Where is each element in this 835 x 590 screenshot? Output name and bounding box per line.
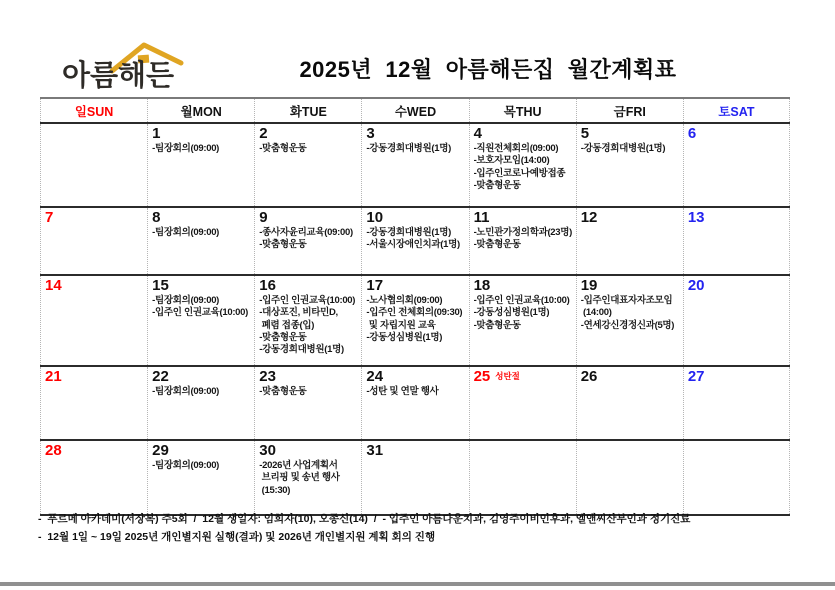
calendar-cell: [361, 367, 468, 439]
calendar-cell: [254, 124, 361, 206]
event-line: -서울시장애인치과(1명): [366, 239, 460, 251]
day-number: 17: [366, 277, 384, 294]
day-number: 25: [473, 368, 491, 385]
event-line: -종사자윤리교육(09:00): [259, 227, 353, 238]
day-number: 23: [259, 368, 276, 385]
event-line: -직원전체회의(09:00): [473, 143, 559, 154]
day-number: 21: [45, 368, 62, 385]
event-line: 브리핑 및 송년 행사: [259, 472, 340, 484]
calendar-cell: [576, 276, 683, 365]
calendar-cell: [361, 276, 468, 365]
calendar-cell: [469, 124, 576, 206]
footer-note-line: - 푸르메 아카데미(서장복) 주5회 / 12월 생일자: 임희자(10), 오종신(14) / - 입주인 아름다운치과, 김영주이비인후과, 엘앤씨산부인과 정기진료: [38, 513, 691, 525]
event-line: 및 자립지원 교육: [366, 319, 436, 331]
calendar-cell: [361, 208, 468, 274]
day-number: 8: [152, 209, 161, 226]
footer-note-line: - 12월 1일 ~ 19일 2025년 개인별지원 실행(결과) 및 2026년 개인별지원 계획 회의 진행: [38, 530, 436, 543]
calendar-cell: [576, 441, 683, 514]
calendar-cell: [40, 276, 147, 365]
day-number: 30: [259, 442, 276, 459]
calendar-cell: [40, 441, 147, 514]
weekday-header-row: [40, 97, 790, 124]
day-number: 26: [580, 368, 598, 385]
calendar-cell: [469, 276, 576, 365]
calendar-week-row: [40, 208, 790, 276]
event-line: -연세강신경정신과(5명): [580, 319, 675, 331]
calendar-week-row: [40, 276, 790, 367]
calendar-cell: [254, 208, 361, 274]
event-line: -맞춤형운동: [259, 386, 307, 397]
event-line: -팀장회의(09:00): [152, 460, 220, 471]
calendar-cell: [576, 367, 683, 439]
event-line: -입주인대표자자조모임: [580, 295, 673, 306]
event-line: -강동성심병원(1명): [473, 307, 550, 319]
calendar-cell: [254, 276, 361, 365]
event-line: -강동경희대병원(1명): [580, 143, 666, 154]
day-number: 22: [152, 368, 169, 385]
day-number: 5: [580, 125, 590, 142]
day-number: 29: [152, 442, 169, 459]
day-number: 2: [259, 125, 268, 142]
calendar-cell: [683, 124, 790, 206]
calendar-table: [40, 97, 790, 516]
event-line: -노사협의회(09:00): [366, 295, 443, 306]
calendar-cell: [683, 276, 790, 365]
event-line: -팀장회의(09:00): [152, 143, 220, 154]
calendar-week-row: [40, 124, 790, 208]
calendar-cell: [469, 441, 576, 514]
day-number: 18: [473, 277, 491, 294]
calendar-cell: [40, 367, 147, 439]
day-number: 3: [366, 125, 375, 142]
calendar-cell: [361, 124, 468, 206]
day-number: 27: [687, 368, 705, 385]
weekday-header-cell: 월MON: [147, 99, 254, 122]
calendar-week-row: [40, 367, 790, 441]
calendar-cell: [147, 276, 254, 365]
calendar-week-row: [40, 441, 790, 516]
event-line: -맞춤형운동: [473, 180, 521, 192]
logo-text: 아름해든: [62, 60, 175, 92]
footer-notes: [38, 511, 818, 547]
event-line: -맞춤형운동: [259, 239, 307, 251]
event-line: -팀장회의(09:00): [152, 227, 220, 238]
day-number: 6: [687, 125, 697, 142]
calendar-cell: [469, 367, 576, 439]
weekday-header-cell: 금FRI: [576, 99, 683, 122]
day-number: 19: [580, 277, 598, 294]
event-line: -입주인 인권교육(10:00): [259, 295, 356, 306]
day-number: 16: [259, 277, 276, 294]
event-line: -대상포진, 비타민D,: [259, 307, 338, 319]
calendar-cell: [361, 441, 468, 514]
event-line: -팀장회의(09:00): [152, 295, 220, 306]
day-number: 12: [580, 209, 598, 226]
calendar-cell: [683, 441, 790, 514]
calendar-cell: [254, 367, 361, 439]
calendar-cell: [147, 367, 254, 439]
event-line: 폐렴 접종(입): [259, 319, 315, 331]
weekday-header-cell: 목THU: [469, 99, 576, 122]
calendar-cell: [683, 367, 790, 439]
day-number: 9: [259, 209, 268, 226]
weekday-header-cell: 수WED: [361, 99, 468, 122]
event-line: -입주인 전체회의(09:30): [366, 307, 463, 319]
calendar-cell: [254, 441, 361, 514]
event-line: -맞춤형운동: [473, 239, 521, 251]
day-number: 28: [45, 442, 62, 459]
event-line: -팀장회의(09:00): [152, 386, 220, 397]
event-line: -입주인 인권교육(10:00): [152, 307, 249, 319]
calendar-cell: [147, 208, 254, 274]
calendar-cell: [40, 124, 147, 206]
weekday-header-cell: 화TUE: [254, 99, 361, 122]
calendar-cell: [147, 124, 254, 206]
calendar-cell: [576, 124, 683, 206]
event-line: -입주인 인권교육(10:00): [473, 295, 570, 306]
facility-logo: [62, 40, 212, 94]
day-number: 15: [152, 277, 169, 294]
calendar-body: [40, 124, 790, 516]
holiday-label: 성탄절: [495, 371, 520, 381]
event-line: -노민관가정의학과(23명): [473, 227, 573, 238]
event-line: -강동경희대병원(1명): [259, 344, 344, 356]
event-line: (15:30): [259, 484, 291, 496]
event-line: -강동경희대병원(1명): [366, 143, 452, 154]
window-bottom-edge: [0, 582, 835, 586]
event-line: -입주인코로나예방접종: [473, 167, 566, 179]
event-line: -맞춤형운동: [473, 319, 521, 331]
calendar-cell: [469, 208, 576, 274]
day-number: 14: [45, 277, 62, 294]
event-line: -성탄 및 연말 행사: [366, 386, 439, 397]
day-number: 7: [45, 209, 54, 226]
day-number: 20: [687, 277, 705, 294]
event-line: -맞춤형운동: [259, 332, 307, 344]
day-number: 10: [366, 209, 384, 226]
weekday-header-cell: 토SAT: [683, 99, 790, 122]
event-line: -강동성심병원(1명): [366, 332, 443, 344]
day-number: 24: [366, 368, 384, 385]
calendar-cell: [40, 208, 147, 274]
calendar-cell: [576, 208, 683, 274]
day-number: 31: [366, 442, 384, 459]
day-number: 13: [687, 209, 705, 226]
page-title: 2025년 12월 아름해든집 월간계획표: [299, 57, 677, 82]
event-line: (14:00): [580, 307, 612, 319]
day-number: 4: [473, 125, 482, 142]
day-number: 1: [152, 125, 161, 142]
day-number: 11: [473, 209, 490, 226]
calendar-cell: [147, 441, 254, 514]
calendar-cell: [683, 208, 790, 274]
event-line: -보호자모임(14:00): [473, 155, 550, 167]
event-line: -강동경희대병원(1명): [366, 227, 452, 238]
event-line: -2026년 사업계획서: [259, 460, 338, 471]
weekday-header-cell: 일SUN: [40, 99, 147, 122]
event-line: -맞춤형운동: [259, 143, 307, 154]
